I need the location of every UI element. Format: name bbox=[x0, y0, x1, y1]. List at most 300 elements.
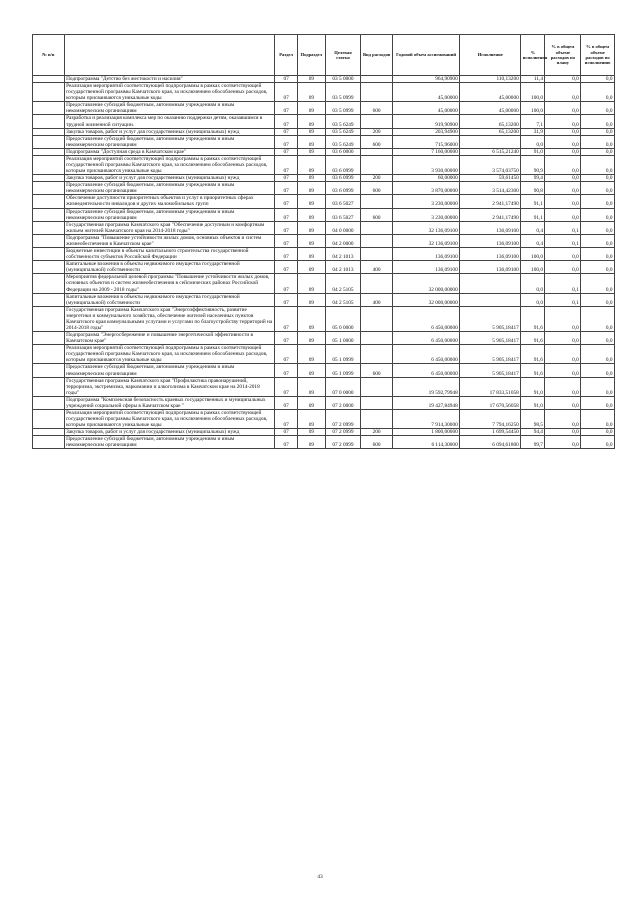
cell-target: 05 1 0999 bbox=[325, 364, 361, 377]
table-row bbox=[33, 83, 615, 102]
cell-target: 03 5 0999 bbox=[325, 102, 361, 115]
cell-name: Разработка и реализация комплекса мер по оказанию поддержки детям, оказавшимся в трудной жизненной ситуации. bbox=[64, 115, 274, 128]
cell-target: 03 6 0999 bbox=[325, 155, 361, 174]
cell-percent: 11,4 bbox=[521, 76, 545, 83]
cell-percent: 91,0 bbox=[521, 148, 545, 155]
cell-percent: 91,6 bbox=[521, 364, 545, 377]
cell-annual: 45,00000 bbox=[392, 83, 459, 102]
table-row bbox=[33, 436, 615, 449]
cell-share-exec: 0,0 bbox=[581, 155, 615, 174]
table-row bbox=[33, 175, 615, 182]
cell-subsection: 09 bbox=[298, 234, 325, 247]
cell-share-plan: 0,1 bbox=[545, 293, 581, 306]
cell-num bbox=[33, 175, 65, 182]
cell-share-exec: 0,0 bbox=[581, 208, 615, 221]
cell-share-exec: 0,0 bbox=[581, 221, 615, 234]
cell-section: 07 bbox=[275, 409, 298, 428]
cell-num bbox=[33, 274, 65, 293]
cell-num bbox=[33, 364, 65, 377]
cell-expense: 600 bbox=[361, 135, 393, 148]
header-subsection: Подраздел bbox=[298, 35, 325, 76]
cell-subsection: 09 bbox=[298, 364, 325, 377]
cell-section: 07 bbox=[275, 115, 298, 128]
cell-percent: 91,1 bbox=[521, 195, 545, 208]
cell-expense bbox=[361, 115, 393, 128]
cell-executed: 3 574,03750 bbox=[460, 155, 521, 174]
cell-subsection: 09 bbox=[298, 195, 325, 208]
cell-percent: 0,4 bbox=[521, 221, 545, 234]
cell-expense: 200 bbox=[361, 175, 393, 182]
cell-num bbox=[33, 182, 65, 195]
cell-share-exec: 0,0 bbox=[581, 409, 615, 428]
cell-percent: 0,0 bbox=[521, 293, 545, 306]
cell-target: 07 2 0999 bbox=[325, 409, 361, 428]
cell-executed: 2 941,17490 bbox=[460, 195, 521, 208]
cell-subsection: 09 bbox=[298, 175, 325, 182]
cell-name: Предоставление субсидий бюджетным, автономным учреждениям и иным некоммерческим организациям bbox=[64, 436, 274, 449]
cell-expense bbox=[361, 409, 393, 428]
cell-share-exec: 0,0 bbox=[581, 429, 615, 436]
table-row bbox=[33, 261, 615, 274]
cell-percent: 91,0 bbox=[521, 396, 545, 409]
cell-expense bbox=[361, 83, 393, 102]
table-row bbox=[33, 396, 615, 409]
cell-annual: 6 450,00000 bbox=[392, 306, 459, 331]
cell-annual: 136,09100 bbox=[392, 261, 459, 274]
cell-name: Подпрограмма "Энергосбережение и повышение энергетической эффективности в Камчатском крае" bbox=[64, 332, 274, 345]
cell-expense: 400 bbox=[361, 293, 393, 306]
cell-num bbox=[33, 102, 65, 115]
cell-target: 03 5 0000 bbox=[325, 76, 361, 83]
cell-num bbox=[33, 409, 65, 428]
cell-section: 07 bbox=[275, 429, 298, 436]
cell-percent: 99,4 bbox=[521, 175, 545, 182]
table-row bbox=[33, 221, 615, 234]
cell-target: 04 2 0000 bbox=[325, 234, 361, 247]
cell-target: 03 6 0000 bbox=[325, 148, 361, 155]
cell-share-exec: 0,0 bbox=[581, 128, 615, 135]
cell-subsection: 09 bbox=[298, 128, 325, 135]
cell-expense bbox=[361, 345, 393, 364]
cell-executed: 136,09100 bbox=[460, 234, 521, 247]
cell-share-plan: 0,0 bbox=[545, 76, 581, 83]
cell-name: Предоставление субсидий бюджетным, автономным учреждениям и иным некоммерческим организациям bbox=[64, 182, 274, 195]
table-row bbox=[33, 364, 615, 377]
cell-section: 07 bbox=[275, 155, 298, 174]
cell-annual: 32 136,09100 bbox=[392, 234, 459, 247]
cell-share-exec: 0,0 bbox=[581, 102, 615, 115]
cell-expense bbox=[361, 332, 393, 345]
cell-section: 07 bbox=[275, 182, 298, 195]
cell-target: 07 0 0000 bbox=[325, 377, 361, 396]
cell-executed: 136,09100 bbox=[460, 261, 521, 274]
cell-share-plan: 0,1 bbox=[545, 221, 581, 234]
cell-section: 07 bbox=[275, 274, 298, 293]
cell-executed: 110,13200 bbox=[460, 76, 521, 83]
cell-target: 07 2 0999 bbox=[325, 429, 361, 436]
cell-section: 07 bbox=[275, 364, 298, 377]
cell-num bbox=[33, 429, 65, 436]
cell-executed: 59,61450 bbox=[460, 175, 521, 182]
header-share-plan: % в общем объеме расходов по плану bbox=[545, 35, 581, 76]
cell-annual: 3 870,00000 bbox=[392, 182, 459, 195]
cell-annual: 45,00000 bbox=[392, 102, 459, 115]
table-row bbox=[33, 377, 615, 396]
cell-expense bbox=[361, 221, 393, 234]
cell-share-plan: 0,0 bbox=[545, 364, 581, 377]
cell-share-exec: 0,0 bbox=[581, 135, 615, 148]
cell-subsection: 09 bbox=[298, 182, 325, 195]
cell-percent: 0,0 bbox=[521, 135, 545, 148]
cell-annual: 3 230,00000 bbox=[392, 195, 459, 208]
cell-name: Мероприятия федеральной целевой программы "Повышение устойчивости жилых домов, основных объектов и систем жизнеобеспечения в сейсмических районах Российской Федерации на 2009 - 2018 годы" bbox=[64, 274, 274, 293]
cell-executed bbox=[460, 274, 521, 293]
table-row bbox=[33, 135, 615, 148]
cell-subsection: 09 bbox=[298, 148, 325, 155]
header-executed: Исполнение bbox=[460, 35, 521, 76]
cell-share-plan: 0,0 bbox=[545, 175, 581, 182]
cell-section: 07 bbox=[275, 195, 298, 208]
cell-expense bbox=[361, 76, 393, 83]
cell-percent: 94,4 bbox=[521, 429, 545, 436]
cell-name: Реализация мероприятий соответствующей подпрограммы в рамках соответствующей государственной программы Камчатского края, за исключением обособленных расходов, которым присваиваются уникальные коды bbox=[64, 155, 274, 174]
cell-executed: 45,00000 bbox=[460, 102, 521, 115]
cell-expense bbox=[361, 148, 393, 155]
cell-executed: 17 833,51058 bbox=[460, 377, 521, 396]
cell-share-plan: 0,0 bbox=[545, 261, 581, 274]
table-row bbox=[33, 248, 615, 261]
cell-share-exec: 0,0 bbox=[581, 83, 615, 102]
cell-subsection: 09 bbox=[298, 306, 325, 331]
cell-expense: 600 bbox=[361, 364, 393, 377]
cell-section: 07 bbox=[275, 293, 298, 306]
cell-share-plan: 0,0 bbox=[545, 182, 581, 195]
header-name bbox=[64, 35, 274, 76]
cell-target: 03 5 6249 bbox=[325, 115, 361, 128]
cell-annual: 60,00000 bbox=[392, 175, 459, 182]
cell-name: Закупка товаров, работ и услуг для государственных (муниципальных) нужд bbox=[64, 429, 274, 436]
cell-num bbox=[33, 195, 65, 208]
cell-target: 03 6 0999 bbox=[325, 182, 361, 195]
cell-expense bbox=[361, 274, 393, 293]
table-row bbox=[33, 429, 615, 436]
cell-executed: 6 515,21240 bbox=[460, 148, 521, 155]
cell-num bbox=[33, 115, 65, 128]
cell-section: 07 bbox=[275, 261, 298, 274]
cell-num bbox=[33, 293, 65, 306]
cell-subsection: 09 bbox=[298, 274, 325, 293]
cell-target: 07 2 0000 bbox=[325, 396, 361, 409]
cell-expense bbox=[361, 396, 393, 409]
cell-executed: 65,13200 bbox=[460, 115, 521, 128]
cell-target: 05 1 0999 bbox=[325, 345, 361, 364]
cell-executed: 65,13200 bbox=[460, 128, 521, 135]
cell-executed: 5 905,18417 bbox=[460, 345, 521, 364]
cell-percent: 100,0 bbox=[521, 248, 545, 261]
cell-expense: 600 bbox=[361, 436, 393, 449]
cell-name: Подпрограмма "Доступная среда в Камчатском крае" bbox=[64, 148, 274, 155]
cell-name: Подпрограмма "Комплексная безопасность краевых государственных и муниципальных учреждений социальной сферы в Камчатском крае " bbox=[64, 396, 274, 409]
table-row bbox=[33, 345, 615, 364]
cell-section: 07 bbox=[275, 234, 298, 247]
cell-subsection: 09 bbox=[298, 76, 325, 83]
cell-annual: 7 914,30000 bbox=[392, 409, 459, 428]
cell-expense: 600 bbox=[361, 182, 393, 195]
table-row bbox=[33, 182, 615, 195]
cell-num bbox=[33, 76, 65, 83]
cell-name: Подпрограмма "Детство без жестокости и насилия" bbox=[64, 76, 274, 83]
cell-name: Предоставление субсидий бюджетным, автономным учреждениям и иным некоммерческим организациям bbox=[64, 102, 274, 115]
cell-annual: 19 592,79948 bbox=[392, 377, 459, 396]
cell-subsection: 09 bbox=[298, 102, 325, 115]
table-row bbox=[33, 409, 615, 428]
cell-annual: 964,90900 bbox=[392, 76, 459, 83]
cell-target: 04 2 5105 bbox=[325, 274, 361, 293]
cell-expense bbox=[361, 248, 393, 261]
cell-expense bbox=[361, 377, 393, 396]
cell-share-exec: 0,0 bbox=[581, 234, 615, 247]
cell-name: Предоставление субсидий бюджетным, автономным учреждениям и иным некоммерческим организациям bbox=[64, 135, 274, 148]
cell-target: 04 2 1013 bbox=[325, 248, 361, 261]
cell-share-plan: 0,0 bbox=[545, 195, 581, 208]
cell-subsection: 09 bbox=[298, 261, 325, 274]
cell-num bbox=[33, 332, 65, 345]
cell-share-exec: 0,0 bbox=[581, 332, 615, 345]
cell-target: 03 5 6249 bbox=[325, 128, 361, 135]
cell-num bbox=[33, 396, 65, 409]
cell-name: Капитальные вложения в объекты недвижимого имущества государственной (муниципальной) собственности bbox=[64, 293, 274, 306]
cell-section: 07 bbox=[275, 377, 298, 396]
table-row bbox=[33, 234, 615, 247]
cell-section: 07 bbox=[275, 128, 298, 135]
cell-share-plan: 0,0 bbox=[545, 345, 581, 364]
table-row bbox=[33, 102, 615, 115]
cell-expense bbox=[361, 234, 393, 247]
cell-name: Подпрограмма "Повышение устойчивости жилых домов, основных объектов и систем жизнеобеспечения в Камчатском крае" bbox=[64, 234, 274, 247]
cell-section: 07 bbox=[275, 332, 298, 345]
cell-percent: 100,0 bbox=[521, 261, 545, 274]
table-row bbox=[33, 332, 615, 345]
cell-annual: 203,94900 bbox=[392, 128, 459, 135]
cell-executed: 6 094,61800 bbox=[460, 436, 521, 449]
cell-section: 07 bbox=[275, 76, 298, 83]
cell-expense bbox=[361, 155, 393, 174]
cell-name: Реализация мероприятий соответствующей подпрограммы в рамках соответствующей государственной программы Камчатского края, за исключением обособленных расходов, которым присваиваются уникальные коды bbox=[64, 409, 274, 428]
cell-annual: 6 450,00000 bbox=[392, 332, 459, 345]
cell-num bbox=[33, 221, 65, 234]
cell-target: 05 1 0000 bbox=[325, 332, 361, 345]
cell-share-exec: 0,0 bbox=[581, 115, 615, 128]
cell-share-exec: 0,0 bbox=[581, 364, 615, 377]
cell-annual: 715,96000 bbox=[392, 135, 459, 148]
cell-subsection: 09 bbox=[298, 429, 325, 436]
cell-executed: 136,09100 bbox=[460, 221, 521, 234]
cell-share-exec: 0,0 bbox=[581, 306, 615, 331]
cell-annual: 1 800,00000 bbox=[392, 429, 459, 436]
cell-name: Государственная программа Камчатского края "Профилактика правонарушений, терроризма, экстремизма, наркомании и алкоголизма в Камчатском крае на 2014-2018 годы" bbox=[64, 377, 274, 396]
cell-subsection: 09 bbox=[298, 155, 325, 174]
cell-target: 05 0 0000 bbox=[325, 306, 361, 331]
cell-num bbox=[33, 128, 65, 135]
cell-share-exec: 0,0 bbox=[581, 396, 615, 409]
cell-subsection: 09 bbox=[298, 248, 325, 261]
cell-subsection: 09 bbox=[298, 208, 325, 221]
cell-num bbox=[33, 436, 65, 449]
header-target: Целевая статья bbox=[325, 35, 361, 76]
cell-subsection: 09 bbox=[298, 377, 325, 396]
cell-section: 07 bbox=[275, 102, 298, 115]
header-num: № п/п bbox=[33, 35, 65, 76]
table-row bbox=[33, 76, 615, 83]
cell-annual: 6 450,00000 bbox=[392, 345, 459, 364]
cell-percent: 7,1 bbox=[521, 115, 545, 128]
cell-name: Реализация мероприятий соответствующей подпрограммы в рамках соответствующей государственной программы Камчатского края, за исключением обособленных расходов, которым присваиваются уникальные коды bbox=[64, 345, 274, 364]
cell-share-plan: 0,0 bbox=[545, 83, 581, 102]
cell-target: 03 6 5027 bbox=[325, 208, 361, 221]
cell-executed: 17 670,56058 bbox=[460, 396, 521, 409]
cell-num bbox=[33, 377, 65, 396]
cell-expense bbox=[361, 195, 393, 208]
cell-share-plan: 0,0 bbox=[545, 208, 581, 221]
cell-percent: 100,0 bbox=[521, 102, 545, 115]
cell-percent: 91,6 bbox=[521, 306, 545, 331]
cell-share-exec: 0,0 bbox=[581, 345, 615, 364]
cell-name: Закупка товаров, работ и услуг для государственных (муниципальных) нужд bbox=[64, 175, 274, 182]
cell-annual: 6 450,00000 bbox=[392, 364, 459, 377]
cell-executed: 45,00000 bbox=[460, 83, 521, 102]
table-body bbox=[33, 76, 615, 449]
cell-annual: 32 000,00000 bbox=[392, 274, 459, 293]
cell-executed bbox=[460, 135, 521, 148]
table-row bbox=[33, 306, 615, 331]
cell-name: Обеспечение доступности приоритетных объектов и услуг в приоритетных сферах жизнедеятельности инвалидов и других маломобильных групп bbox=[64, 195, 274, 208]
cell-share-plan: 0,0 bbox=[545, 306, 581, 331]
cell-target: 04 0 0000 bbox=[325, 221, 361, 234]
cell-share-plan: 0,0 bbox=[545, 102, 581, 115]
cell-section: 07 bbox=[275, 83, 298, 102]
cell-share-plan: 0,0 bbox=[545, 429, 581, 436]
cell-target: 03 6 5027 bbox=[325, 195, 361, 208]
cell-name: Государственная программа Камчатского края "Обеспечение доступным и комфортным жильем жителей Камчатского края на 2014-2018 годы" bbox=[64, 221, 274, 234]
cell-share-plan: 0,0 bbox=[545, 128, 581, 135]
cell-section: 07 bbox=[275, 135, 298, 148]
cell-share-exec: 0,0 bbox=[581, 148, 615, 155]
cell-executed: 7 794,16250 bbox=[460, 409, 521, 428]
cell-share-plan: 0,0 bbox=[545, 155, 581, 174]
cell-num bbox=[33, 155, 65, 174]
cell-annual: 19 427,84948 bbox=[392, 396, 459, 409]
cell-subsection: 09 bbox=[298, 83, 325, 102]
cell-share-exec: 0,0 bbox=[581, 175, 615, 182]
header-annual: Годовой объем ассигнований bbox=[392, 35, 459, 76]
cell-share-plan: 0,0 bbox=[545, 248, 581, 261]
cell-annual: 32 000,00000 bbox=[392, 293, 459, 306]
cell-share-exec: 0,0 bbox=[581, 182, 615, 195]
cell-percent: 99,7 bbox=[521, 436, 545, 449]
header-expense: Вид расходов bbox=[361, 35, 393, 76]
cell-name: Закупка товаров, работ и услуг для государственных (муниципальных) нужд bbox=[64, 128, 274, 135]
cell-expense: 600 bbox=[361, 208, 393, 221]
header-share-exec: % в общем объеме расходов по исполнению bbox=[581, 35, 615, 76]
cell-subsection: 09 bbox=[298, 409, 325, 428]
cell-target: 07 2 0999 bbox=[325, 436, 361, 449]
table-row bbox=[33, 148, 615, 155]
cell-annual: 32 136,09100 bbox=[392, 221, 459, 234]
cell-percent: 91,6 bbox=[521, 332, 545, 345]
cell-percent: 31,9 bbox=[521, 128, 545, 135]
cell-subsection: 09 bbox=[298, 221, 325, 234]
cell-expense: 200 bbox=[361, 128, 393, 135]
cell-subsection: 09 bbox=[298, 332, 325, 345]
cell-executed: 1 699,54450 bbox=[460, 429, 521, 436]
cell-share-exec: 0,0 bbox=[581, 248, 615, 261]
cell-target: 04 2 1013 bbox=[325, 261, 361, 274]
cell-percent: 0,4 bbox=[521, 234, 545, 247]
cell-share-plan: 0,1 bbox=[545, 274, 581, 293]
cell-section: 07 bbox=[275, 208, 298, 221]
cell-share-plan: 0,1 bbox=[545, 234, 581, 247]
cell-executed: 5 905,18417 bbox=[460, 364, 521, 377]
cell-share-exec: 0,0 bbox=[581, 195, 615, 208]
cell-subsection: 09 bbox=[298, 436, 325, 449]
cell-annual: 6 114,30000 bbox=[392, 436, 459, 449]
cell-expense: 600 bbox=[361, 102, 393, 115]
table-row bbox=[33, 128, 615, 135]
cell-share-plan: 0,0 bbox=[545, 148, 581, 155]
table-row bbox=[33, 293, 615, 306]
cell-name: Государственная программа Камчатского края "Энергоэффективность, развитие энергетики и коммунального хозяйства, обеспечение жителей населенных пунктов Камчатского края коммунальными услугами и услугами по благоустройству территорий на 2014-2018 годы" bbox=[64, 306, 274, 331]
cell-annual: 136,09100 bbox=[392, 248, 459, 261]
cell-share-exec: 0,0 bbox=[581, 293, 615, 306]
cell-section: 07 bbox=[275, 436, 298, 449]
cell-expense: 200 bbox=[361, 429, 393, 436]
cell-subsection: 09 bbox=[298, 293, 325, 306]
cell-share-plan: 0,0 bbox=[545, 135, 581, 148]
cell-percent: 91,0 bbox=[521, 377, 545, 396]
cell-num bbox=[33, 83, 65, 102]
cell-share-exec: 0,0 bbox=[581, 76, 615, 83]
cell-target: 03 5 0999 bbox=[325, 83, 361, 102]
cell-percent: 91,1 bbox=[521, 208, 545, 221]
cell-target: 04 2 5105 bbox=[325, 293, 361, 306]
cell-executed: 3 514,42300 bbox=[460, 182, 521, 195]
cell-num bbox=[33, 306, 65, 331]
cell-executed: 5 905,18417 bbox=[460, 306, 521, 331]
cell-name: Реализация мероприятий соответствующей подпрограммы в рамках соответствующей государственной программы Камчатского края, за исключением обособленных расходов, которым присваиваются уникальные коды bbox=[64, 83, 274, 102]
cell-name: Предоставление субсидий бюджетным, автономным учреждениям и иным некоммерческим организациям bbox=[64, 208, 274, 221]
cell-percent: 90,8 bbox=[521, 182, 545, 195]
cell-annual: 919,90900 bbox=[392, 115, 459, 128]
cell-subsection: 09 bbox=[298, 115, 325, 128]
cell-share-plan: 0,0 bbox=[545, 436, 581, 449]
cell-section: 07 bbox=[275, 175, 298, 182]
budget-table bbox=[32, 34, 615, 449]
cell-percent: 90,9 bbox=[521, 155, 545, 174]
cell-share-plan: 0,0 bbox=[545, 377, 581, 396]
cell-share-plan: 0,0 bbox=[545, 115, 581, 128]
cell-section: 07 bbox=[275, 221, 298, 234]
cell-percent: 91,6 bbox=[521, 345, 545, 364]
table-row bbox=[33, 155, 615, 174]
cell-annual: 3 930,00000 bbox=[392, 155, 459, 174]
table-row bbox=[33, 195, 615, 208]
cell-share-plan: 0,0 bbox=[545, 332, 581, 345]
cell-executed bbox=[460, 293, 521, 306]
cell-section: 07 bbox=[275, 148, 298, 155]
cell-subsection: 09 bbox=[298, 345, 325, 364]
cell-num bbox=[33, 345, 65, 364]
page-number: 43 bbox=[317, 874, 323, 880]
